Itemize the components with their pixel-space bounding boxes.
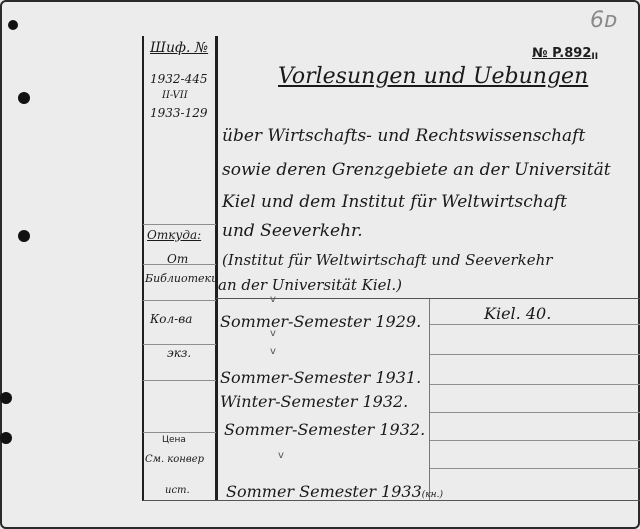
cipher-number-3: 1933-129 (150, 106, 208, 120)
check-mark: v (270, 346, 276, 357)
price-value-1: См. конвер (145, 454, 205, 465)
origin-value-2: Библиотеки (145, 272, 219, 285)
check-mark: v (270, 294, 276, 305)
left-grid-line (143, 344, 216, 345)
left-grid-line (143, 432, 216, 433)
cipher-header: Шиф. № (150, 40, 209, 56)
left-grid-line (143, 300, 216, 301)
count-label: Кол-ва (150, 312, 193, 326)
punch-mark-1 (18, 92, 30, 104)
price-value-2: ист. (165, 485, 190, 496)
body-line-6: an der Universität Kiel.) (218, 276, 402, 294)
right-grid-line (430, 324, 640, 325)
check-mark: v (278, 450, 284, 461)
right-grid-line (430, 468, 640, 469)
right-grid-line (430, 412, 640, 413)
semester-entry-5 (226, 482, 443, 501)
card-title: Vorlesungen und Uebungen (278, 64, 589, 89)
punch-mark-3 (0, 392, 12, 404)
price-label: Цена (162, 435, 186, 445)
holdings-rule (429, 298, 430, 500)
punch-mark-2 (18, 230, 30, 242)
record-number-value: № P.892 (532, 46, 592, 61)
punch-mark-4 (0, 432, 12, 444)
semester-entry-2: Sommer-Semester 1931. (220, 368, 422, 387)
count-value: экз. (167, 346, 192, 360)
origin-value-1: От (167, 252, 189, 266)
body-line-2: sowie deren Grenzgebiete an der Universität (222, 160, 611, 180)
check-mark: v (270, 328, 276, 339)
corner-mark: 6ᴅ (590, 8, 618, 33)
record-number-suffix: II (591, 52, 599, 62)
left-grid-line (143, 224, 216, 225)
origin-label: Откуда: (147, 228, 202, 242)
cipher-number-2: II-VII (162, 90, 188, 101)
semester-entry-5-note: (кн.) (421, 490, 443, 500)
body-line-5: (Institut für Weltwirtschaft und Seeverkehr (222, 251, 553, 269)
record-number (532, 46, 598, 62)
right-grid-line (430, 384, 640, 385)
left-grid-line (143, 380, 216, 381)
semester-entry-1: Sommer-Semester 1929. (220, 312, 422, 331)
semester-entry-5-text: Sommer Semester 1933 (226, 482, 422, 501)
body-line-4: und Seeverkehr. (222, 221, 363, 241)
holdings-top-rule (216, 298, 640, 299)
location-note: Kiel. 40. (484, 304, 552, 323)
semester-entry-4: Sommer-Semester 1932. (224, 420, 426, 439)
right-grid-line (430, 354, 640, 355)
body-line-1: über Wirtschafts- und Rechtswissenschaft (222, 126, 586, 146)
semester-entry-3: Winter-Semester 1932. (220, 392, 409, 411)
body-line-3: Kiel und dem Institut für Weltwirtschaft (222, 192, 567, 212)
right-grid-line (430, 440, 640, 441)
cipher-number-1: 1932-445 (150, 72, 208, 86)
punch-mark-top (8, 20, 18, 30)
